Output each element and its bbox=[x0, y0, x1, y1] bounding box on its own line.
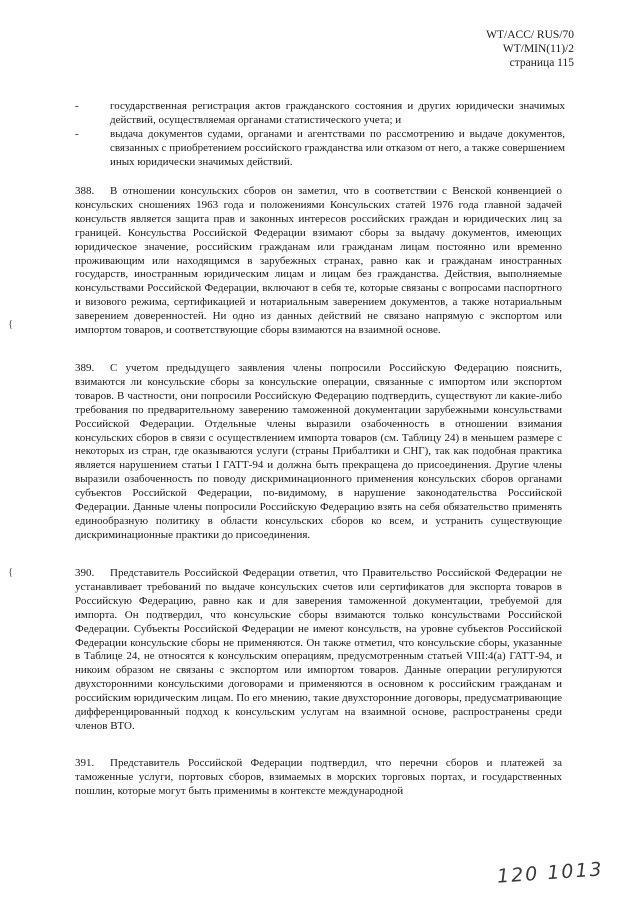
paragraph-number: 389. bbox=[75, 362, 95, 374]
paragraph-number: 391. bbox=[75, 757, 95, 769]
paragraph-text: С учетом предыдущего заявления члены попросили Российскую Федерацию пояснить, взимаются ли консульские сборы за консульские операции, связанные с импортом или экспортом товаров. В частности, они попросили Российскую Федерацию подтвердить, существуют ли какие-либо требования по предварительному заверению таможенной документации зарубежными консульствами Российской Федерации. Отдельные члены выразили озабоченность в отношении взимания консульских сборов в связи с осуществлением импорта товаров (см. Таблицу 24) в меньшем размере с некоторых из стран, где оказываются услуги (страны Прибалтики и СНГ), так как подобная практика является нарушением статьи I ГАТТ-94 и должна быть прекращена до присоединения. Другие члены выразили озабоченность по поводу дискриминационного применения консульских сборов органами субъектов Российской Федерации, по-видимому, в нарушение законодательства Российской Федерации. Данные члены попросили Российскую Федерацию взять на себя обязательство применять единообразную политику в области консульских сборов ко всем, и устранить существующие дискриминационные практики до присоединения. bbox=[75, 362, 562, 541]
bullet-list bbox=[75, 100, 565, 170]
paragraph-389 bbox=[75, 362, 562, 543]
paragraph-391 bbox=[75, 757, 562, 799]
document-symbol-acc: WT/ACC/ RUS/70 bbox=[486, 29, 574, 41]
paragraph-text: Представитель Российской Федерации подтвердил, что перечни сборов и платежей за таможенные услуги, портовых сборов, взимаемых в морских торговых портах, и государственных пошлин, которые могут быть применимы в контексте международной bbox=[75, 757, 562, 797]
paragraph-text: В отношении консульских сборов он заметил, что в соответствии с Венской конвенцией о консульских сношениях 1963 года и положениями Консульских статей 1976 года главной задачей консульств является защита прав и законных интересов российских граждан и юридических лиц за границей. Консульства Российской Федерации взимают сборы за выдачу документов, имеющих юридическое значение, российским гражданам или гражданам лицам постоянно или временно проживающим или находящимся в зарубежных странах, равно как и гражданам иностранных государств, иностранным юридическим лицам и лицам без гражданства. Действия, выполняемые консульствами Российской Федерации, включают в себя те, которые связаны с вопросами паспортного и визового режима, сертификацией и нотариальным заверением документов, а также нотариальным заверением доверенностей. Ни одно из данных действий не связано напрямую с экспортом или импортом товаров, и соответствующие сборы взимаются на взаимной основе. bbox=[75, 185, 562, 337]
paragraph-text: Представитель Российской Федерации ответил, что Правительство Российской Федерации не устанавливает требований по выдаче консульских счетов или сертификатов для экспорта товаров в Российскую Федерацию, равно как и для заверения таможенной документации, требуемой для импорта. Он подтвердил, что консульские сборы взимаются только консульствами Российской Федерации. Субъекты Российской Федерации не имеют консульств, на уровне субъектов Российской Федерации консульские сборы не применяются. Он также отметил, что консульские сборы, указанные в Таблице 24, не относятся к консульским операциям, предусмотренным статьей VIII:4(а) ГАТТ-94, и никоим образом не связаны с экспортом или импортом товаров. Данные операции регулируются двухсторонними консульскими договорами и применяются в основном к российским гражданам и российским юридическим лицам. По его мнению, такие двухсторонние договоры, предусматривающие дифференцированный подход к консульским услугам на взаимной основе, распространены среди членов ВТО. bbox=[75, 567, 562, 732]
paragraph-388 bbox=[75, 185, 562, 338]
document-header bbox=[486, 28, 574, 70]
bullet-marker: - bbox=[75, 127, 79, 140]
document-symbol-min: WT/MIN(11)/2 bbox=[502, 43, 574, 55]
paragraph-number: 388. bbox=[75, 185, 95, 197]
bullet-marker: - bbox=[75, 100, 79, 112]
handwritten-page-note: 120 1013 bbox=[496, 858, 605, 888]
list-item bbox=[75, 128, 565, 170]
page-number: страница 115 bbox=[509, 57, 574, 69]
list-item bbox=[75, 100, 565, 128]
bullet-text: выдача документов судами, органами и агентствами по рассмотрению и выдаче документов, связанных с приобретением российского гражданства или отказом от него, а также совершением иных юридически значимых действий. bbox=[110, 127, 565, 168]
margin-mark: { bbox=[8, 566, 14, 578]
paragraph-390 bbox=[75, 567, 562, 734]
bullet-text: государственная регистрация актов гражданского состояния и других юридически значимых действий, осуществляемая органами статистического учета; и bbox=[110, 100, 565, 126]
paragraph-number: 390. bbox=[75, 567, 95, 579]
margin-mark: { bbox=[8, 318, 14, 330]
